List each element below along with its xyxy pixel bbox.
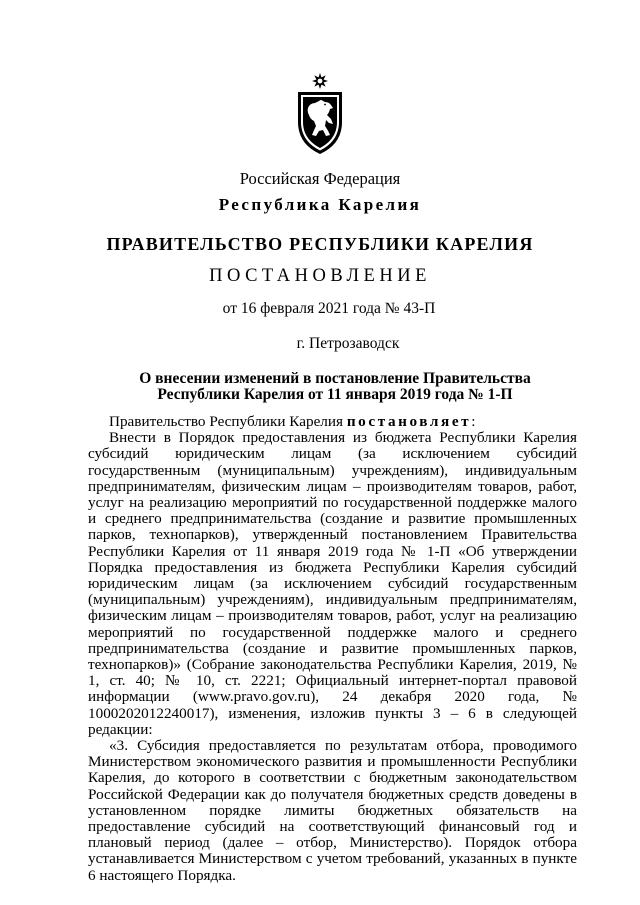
city: г. Петрозаводск [296, 335, 400, 352]
body-paragraph-2: «3. Субсидия предоставляется по результатам отбора, проводимого Министерством экономического развития и промышленности Республики Карелия, до которого в соответствии с бюджетным законодательством Российской Федерации как до получателя бюджетных средств доведены в установленном порядке лимиты бюджетных обязательств на предоставление субсидий на соответствующий финансовый год и плановый период (далее – отбор, Министерство). Порядок отбора устанавливается Министерством с учетом требований, указанных в пункте 6 настоящего Порядка. [88, 737, 577, 884]
intro-suffix: : [471, 413, 476, 430]
republic-name: Республика Карелия [218, 195, 422, 214]
body-paragraph-1: Внести в Порядок предоставления из бюджета Республики Карелия субсидий юридическим лицам (за исключением субсидий государственным (муниципальным) учреждениям), индивидуальным предпринимателям, физическим лицам – производителям товаров, работ, услуг на реализацию мероприятий по государственной поддержке малого и среднего предпринимательства (создание и развитие промышленных парков, технопарков), утвержденный постановлением Правительства Республики Карелия от 11 января 2019 года № 1-П «Об утверждении Порядка предоставления из бюджета Республики Карелия субсидий юридическим лицам (за исключением субсидий государственным (муниципальным) учреждениям), индивидуальным предпринимателям, физическим лицам – производителям товаров, работ, услуг на реализацию мероприятий по государственной поддержке малого и среднего предпринимательства (создание и развитие промышленных парков, технопарков)» (Собрание законодательства Республики Карелия, 2019, № 1, ст. 40; № 10, ст. 2221; Официальный интернет-портал правовой информации (www.pravo.gov.ru), 24 декабря 2020 года, № 1000202012240017), изменения, изложив пункты 3 – 6 в следующей редакции: [88, 429, 577, 738]
intro-decrees: постановляет [346, 413, 472, 430]
country-name: Российская Федерация [239, 169, 401, 188]
document-title-line-1: О внесении изменений в постановление Правительства [139, 370, 531, 387]
document-type: ПОСТАНОВЛЕНИЕ [209, 266, 431, 286]
document-body [88, 414, 577, 884]
intro-paragraph [88, 414, 577, 430]
karelia-coat-of-arms-icon [292, 72, 348, 156]
intro-prefix: Правительство Республики Карелия [109, 413, 347, 430]
date-number: от 16 февраля 2021 года № 43-П [222, 300, 436, 317]
government-heading: ПРАВИТЕЛЬСТВО РЕСПУБЛИКИ КАРЕЛИЯ [106, 234, 534, 254]
document-title-line-2: Республики Карелия от 11 января 2019 года № 1-П [157, 386, 513, 403]
